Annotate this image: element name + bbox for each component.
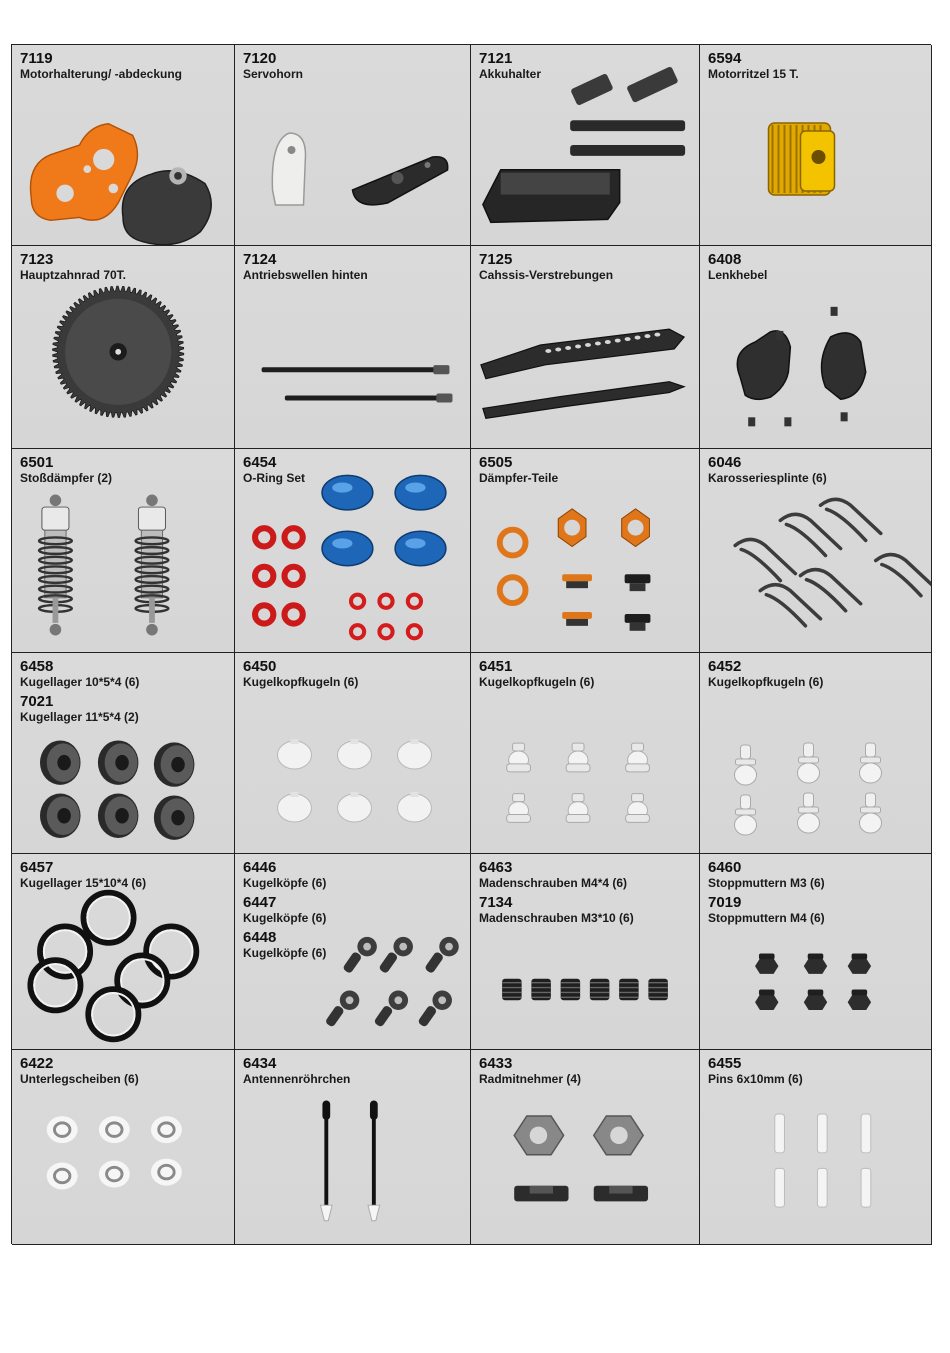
part-labels — [20, 50, 182, 85]
part-cell — [12, 246, 235, 449]
part-number: 6452 — [708, 658, 742, 675]
part-number: 6447 — [243, 894, 277, 911]
part-labels — [708, 859, 825, 929]
part-number: 6458 — [20, 658, 54, 675]
part-name: Kugelköpfe (6) — [243, 946, 327, 960]
part-number: 6046 — [708, 454, 742, 471]
part-name: Akkuhalter — [479, 67, 542, 81]
part-name: Kugelkopfkugeln (6) — [479, 675, 595, 689]
part-cell — [700, 1050, 932, 1245]
part-number: 6450 — [243, 658, 277, 675]
part-labels — [20, 251, 126, 286]
part-number: 6460 — [708, 859, 742, 876]
part-cell — [471, 1050, 700, 1245]
part-labels — [20, 1055, 139, 1090]
part-labels — [243, 251, 368, 286]
part-cell — [12, 1050, 235, 1245]
part-cell — [471, 449, 700, 653]
part-number: 7125 — [479, 251, 513, 268]
part-name: Cahssis-Verstrebungen — [479, 268, 614, 282]
part-cell — [12, 45, 235, 246]
part-cell — [235, 449, 471, 653]
part-cell — [235, 1050, 471, 1245]
part-labels — [708, 50, 799, 85]
part-labels — [708, 1055, 803, 1090]
part-cell — [700, 449, 932, 653]
part-labels — [708, 454, 827, 489]
part-labels — [479, 1055, 581, 1090]
part-labels — [243, 454, 305, 489]
part-cell — [700, 45, 932, 246]
part-labels — [20, 454, 112, 489]
part-labels — [20, 859, 146, 894]
part-name: Kugellager 11*5*4 (2) — [20, 710, 139, 724]
part-number: 7134 — [479, 894, 513, 911]
part-name: Stoppmuttern M3 (6) — [708, 876, 825, 890]
part-number: 7123 — [20, 251, 54, 268]
part-number: 6594 — [708, 50, 742, 67]
part-labels — [243, 1055, 350, 1090]
part-number: 6457 — [20, 859, 54, 876]
part-name: Motorhalterung/ -abdeckung — [20, 67, 182, 81]
part-name: Kugelkopfkugeln (6) — [708, 675, 824, 689]
parts-grid — [11, 44, 931, 1244]
part-cell — [471, 45, 700, 246]
part-name: Kugelkopfkugeln (6) — [243, 675, 359, 689]
part-name: Karosseriesplinte (6) — [708, 471, 827, 485]
part-name: Antennenröhrchen — [243, 1072, 351, 1086]
part-name: Dämpfer-Teile — [479, 471, 559, 485]
part-labels — [479, 251, 613, 286]
part-name: Kugellager 15*10*4 (6) — [20, 876, 147, 890]
part-name: Radmitnehmer (4) — [479, 1072, 582, 1086]
part-number: 6501 — [20, 454, 54, 471]
part-number: 7120 — [243, 50, 277, 67]
part-labels — [243, 859, 326, 964]
part-cell — [471, 653, 700, 854]
part-cell — [235, 653, 471, 854]
part-name: Madenschrauben M3*10 (6) — [479, 911, 634, 925]
part-cell — [471, 246, 700, 449]
part-number: 7124 — [243, 251, 277, 268]
part-cell — [471, 854, 700, 1050]
part-name: Pins 6x10mm (6) — [708, 1072, 803, 1086]
part-labels — [479, 859, 634, 929]
part-number: 6451 — [479, 658, 513, 675]
part-cell — [700, 854, 932, 1050]
part-number: 6448 — [243, 929, 277, 946]
part-name: O-Ring Set — [243, 471, 305, 485]
part-name: Unterlegscheiben (6) — [20, 1072, 139, 1086]
part-cell — [12, 854, 235, 1050]
part-number: 6408 — [708, 251, 742, 268]
part-number: 6454 — [243, 454, 277, 471]
part-name: Madenschrauben M4*4 (6) — [479, 876, 628, 890]
part-labels — [20, 658, 139, 728]
part-cell — [12, 653, 235, 854]
part-labels — [243, 658, 358, 693]
part-labels — [708, 251, 767, 286]
part-cell — [235, 246, 471, 449]
part-number: 6463 — [479, 859, 513, 876]
part-cell — [700, 653, 932, 854]
part-number: 6433 — [479, 1055, 513, 1072]
part-number: 7021 — [20, 693, 54, 710]
part-name: Kugellager 10*5*4 (6) — [20, 675, 140, 689]
part-name: Lenkhebel — [708, 268, 768, 282]
part-name: Kugelköpfe (6) — [243, 876, 327, 890]
part-labels — [243, 50, 303, 85]
part-number: 7121 — [479, 50, 513, 67]
part-labels — [479, 658, 594, 693]
part-cell — [235, 854, 471, 1050]
part-name: Motorritzel 15 T. — [708, 67, 799, 81]
part-number: 6422 — [20, 1055, 54, 1072]
part-labels — [479, 50, 541, 85]
part-name: Servohorn — [243, 67, 304, 81]
part-name: Stoppmuttern M4 (6) — [708, 911, 825, 925]
part-number: 6434 — [243, 1055, 277, 1072]
part-name: Stoßdämpfer (2) — [20, 471, 113, 485]
part-name: Kugelköpfe (6) — [243, 911, 327, 925]
part-labels — [708, 658, 823, 693]
part-number: 6455 — [708, 1055, 742, 1072]
part-name: Antriebswellen hinten — [243, 268, 368, 282]
part-name: Hauptzahnrad 70T. — [20, 268, 127, 282]
part-cell — [12, 449, 235, 653]
part-number: 6446 — [243, 859, 277, 876]
part-number: 6505 — [479, 454, 513, 471]
part-cell — [700, 246, 932, 449]
part-number: 7019 — [708, 894, 742, 911]
part-number: 7119 — [20, 50, 53, 67]
part-cell — [235, 45, 471, 246]
part-labels — [479, 454, 558, 489]
